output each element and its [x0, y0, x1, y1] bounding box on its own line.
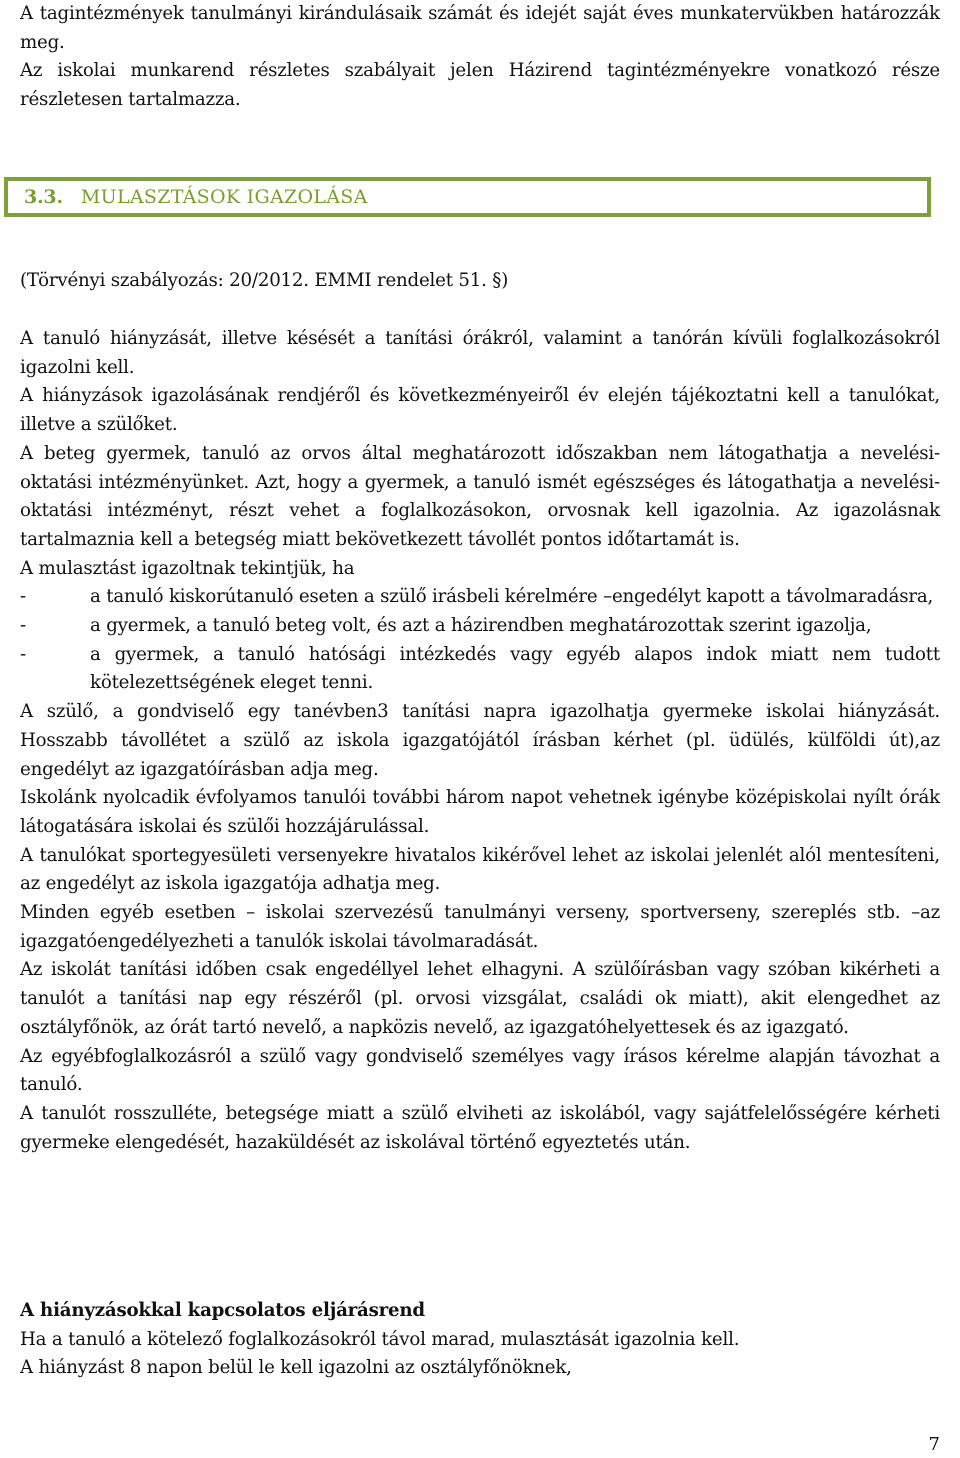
intro-paragraph: Az iskolai munkarend részletes szabályait jelen Házirend tagintézményekre vonatkozó része részletesen tartalmazza. [20, 60, 940, 111]
paragraph: A hiányzást 8 napon belül le kell igazolni az osztályfőnöknek, [20, 1357, 572, 1379]
list-marker: - [20, 586, 26, 608]
paragraph: A tanulókat sportegyesületi versenyekre hivatalos kikérővel lehet az iskolai jelenlét alól mentesíteni, az engedélyt az iskola igazgatója adhatja meg. [20, 844, 940, 895]
section-heading-box [4, 177, 931, 217]
legal-reference-block [20, 267, 940, 296]
condition-list [20, 583, 940, 698]
paragraph: Minden egyéb esetben – iskolai szervezésű tanulmányi verseny, sportverseny, szereplés stb. –az igazgatóengedélyezheti a tanulók iskolai távolmaradását. [20, 902, 940, 952]
list-item [20, 641, 940, 698]
paragraph: A hiányzások igazolásának rendjéről és következményeiről év elején tájékoztatni kell a tanulókat, illetve a szülőket. [20, 385, 940, 436]
list-item-text: a gyermek, a tanuló beteg volt, és azt a házirendben meghatározottak szerint igazolja, [90, 615, 872, 637]
paragraph: Iskolánk nyolcadik évfolyamos tanulói további három napot vehetnek igénybe középiskolai nyílt órák látogatására iskolai és szülői hozzájárulással. [20, 787, 940, 837]
paragraph: Az egyébfoglalkozásról a szülő vagy gondviselő személyes vagy írásos kérelme alapján távozhat a tanuló. [20, 1045, 940, 1096]
section-title: MULASZTÁSOK IGAZOLÁSA [80, 186, 368, 208]
paragraph: Az iskolát tanítási időben csak engedéllyel lehet elhagyni. A szülőírásban vagy szóban kikérheti a tanulót a tanítási nap egy részéről (pl. orvosi vizsgálat, családi ok miatt), akit elengedhet az osztályfőnök, az órát tartó nevelő, a napközis nevelő, az igazgatóhelyettesek és az igazgató. [20, 959, 940, 1038]
legal-reference: (Törvényi szabályozás: 20/2012. EMMI rendelet 51. §) [20, 270, 509, 291]
page-number: 7 [928, 1434, 940, 1455]
list-item-text: a gyermek, a tanuló hatósági intézkedés vagy egyéb alapos indok miatt nem tudott kötelezettségének eleget tenni. [90, 643, 940, 694]
paragraph: A szülő, a gondviselő egy tanévben3 tanítási napra igazolhatja gyermeke iskolai hiányzását. Hosszabb távollétet a szülő az iskola igazgatójától írásban kérhet (pl. üdülés, külföldi út),az engedélyt az igazgatóírásban adja meg. [20, 701, 940, 780]
procedure-block [20, 1297, 940, 1383]
paragraph: A mulasztást igazoltnak tekintjük, ha [20, 557, 355, 579]
intro-paragraph: A tagintézmények tanulmányi kirándulásaik számát és idejét saját éves munkatervükben határozzák meg. [20, 3, 940, 53]
paragraph: Ha a tanuló a kötelező foglalkozásokról távol marad, mulasztását igazolnia kell. [20, 1328, 740, 1350]
subheading: A hiányzásokkal kapcsolatos eljárásrend [20, 1300, 425, 1321]
main-text-block [20, 325, 940, 1157]
intro-block [20, 0, 940, 115]
section-number: 3.3. [24, 186, 63, 208]
list-marker: - [20, 615, 26, 637]
paragraph: A tanuló hiányzását, illetve késését a tanítási órákról, valamint a tanórán kívüli foglalkozásokról igazolni kell. [20, 328, 940, 378]
paragraph: A beteg gyermek, tanuló az orvos által meghatározott időszakban nem látogathatja a nevelési-oktatási intézményünket. Azt, hogy a gyermek, a tanuló ismét egészséges és látogathatja a nevelési-oktatási intézményt, részt vehet a foglalkozásokon, orvosnak kell igazolnia. Az igazolásnak tartalmaznia kell a betegség miatt bekövetkezett távollét pontos időtartamát is. [20, 442, 940, 550]
list-item [20, 612, 940, 641]
paragraph: A tanulót rosszulléte, betegsége miatt a szülő elviheti az iskolából, vagy sajátfelelősségére kérheti gyermeke elengedését, hazaküldését az iskolával történő egyeztetés után. [20, 1102, 940, 1153]
list-item [20, 583, 940, 612]
list-marker: - [20, 643, 26, 665]
list-item-text: a tanuló kiskorútanuló eseten a szülő irásbeli kérelmére –engedélyt kapott a távolmaradásra, [90, 586, 934, 608]
